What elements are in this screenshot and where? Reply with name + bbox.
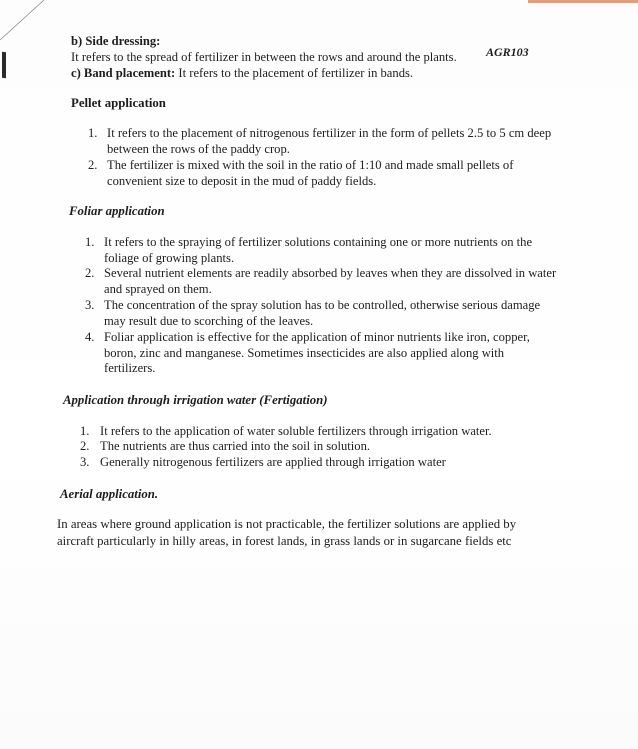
item-number: 2.: [85, 266, 95, 280]
item-number: 3.: [85, 298, 95, 312]
item-line: Foliar application is effective for the application of minor nutrients like iron, copper,: [104, 330, 530, 344]
item-line: The concentration of the spray solution has to be controlled, otherwise serious damage: [104, 298, 541, 312]
item-line: between the rows of the paddy crop.: [107, 141, 290, 156]
item-number: 1.: [85, 235, 95, 249]
item-number: 2.: [80, 439, 90, 453]
foliar-heading: Foliar application: [69, 204, 165, 218]
item-number: 1.: [88, 126, 98, 140]
pellet-heading: Pellet application: [71, 96, 166, 110]
paragraph-line: In areas where ground application is not practicable, the fertilizer solutions are applied by: [57, 517, 517, 531]
item-line: and sprayed on them.: [104, 281, 212, 296]
side-dressing-title: b) Side dressing:: [71, 34, 161, 48]
item-line: It refers to the spraying of fertilizer solutions containing one or more nutrients on the: [104, 235, 533, 249]
side-dressing-text: It refers to the spread of fertilizer in between the rows and around the plants.: [71, 50, 457, 64]
fertigation-heading: Application through irrigation water (Fertigation): [63, 393, 328, 407]
list-item: [80, 424, 492, 440]
item-line: boron, zinc and manganese. Sometimes insecticides are also applied along with: [104, 345, 505, 360]
band-placement: [71, 66, 413, 81]
band-placement-text: It refers to the placement of fertilizer in bands.: [178, 66, 414, 80]
list-item: [88, 158, 513, 189]
item-line: Several nutrient elements are readily absorbed by leaves when they are dissolved in water: [104, 266, 557, 280]
list-item: [88, 126, 551, 157]
item-line: It refers to the placement of nitrogenous fertilizer in the form of pellets 2.5 to 5 cm deep: [107, 126, 552, 140]
list-item: [85, 298, 540, 329]
paragraph-line: aircraft particularly in hilly areas, in forest lands, in grass lands or in sugarcane fields etc: [57, 534, 512, 548]
band-placement-title: c) Band placement:: [71, 66, 176, 80]
list-item: [85, 235, 532, 266]
item-number: 3.: [80, 455, 90, 469]
item-line: The fertilizer is mixed with the soil in the ratio of 1:10 and made small pellets of: [107, 158, 514, 172]
list-item: [80, 455, 446, 471]
list-item: [80, 439, 370, 455]
item-number: 1.: [80, 424, 90, 438]
item-line: Generally nitrogenous fertilizers are applied through irrigation water: [100, 455, 446, 469]
scan-corner-mark: [0, 0, 60, 50]
course-code: AGR103: [486, 45, 529, 59]
item-line: may result due to scorching of the leaves.: [104, 313, 314, 328]
item-line: The nutrients are thus carried into the soil in solution.: [100, 439, 371, 453]
list-item: [85, 330, 530, 377]
scan-edge-mark: [528, 0, 638, 3]
item-line: It refers to the application of water soluble fertilizers through irrigation water.: [100, 424, 492, 438]
item-number: 4.: [85, 330, 95, 344]
list-item: [85, 266, 556, 297]
item-number: 2.: [88, 158, 98, 172]
aerial-paragraph: [57, 516, 516, 550]
item-line: fertilizers.: [104, 361, 156, 375]
item-line: foliage of growing plants.: [104, 250, 235, 265]
binding-mark: [2, 52, 6, 79]
aerial-heading: Aerial application.: [60, 487, 159, 501]
item-line: convenient size to deposit in the mud of paddy fields.: [107, 173, 377, 188]
